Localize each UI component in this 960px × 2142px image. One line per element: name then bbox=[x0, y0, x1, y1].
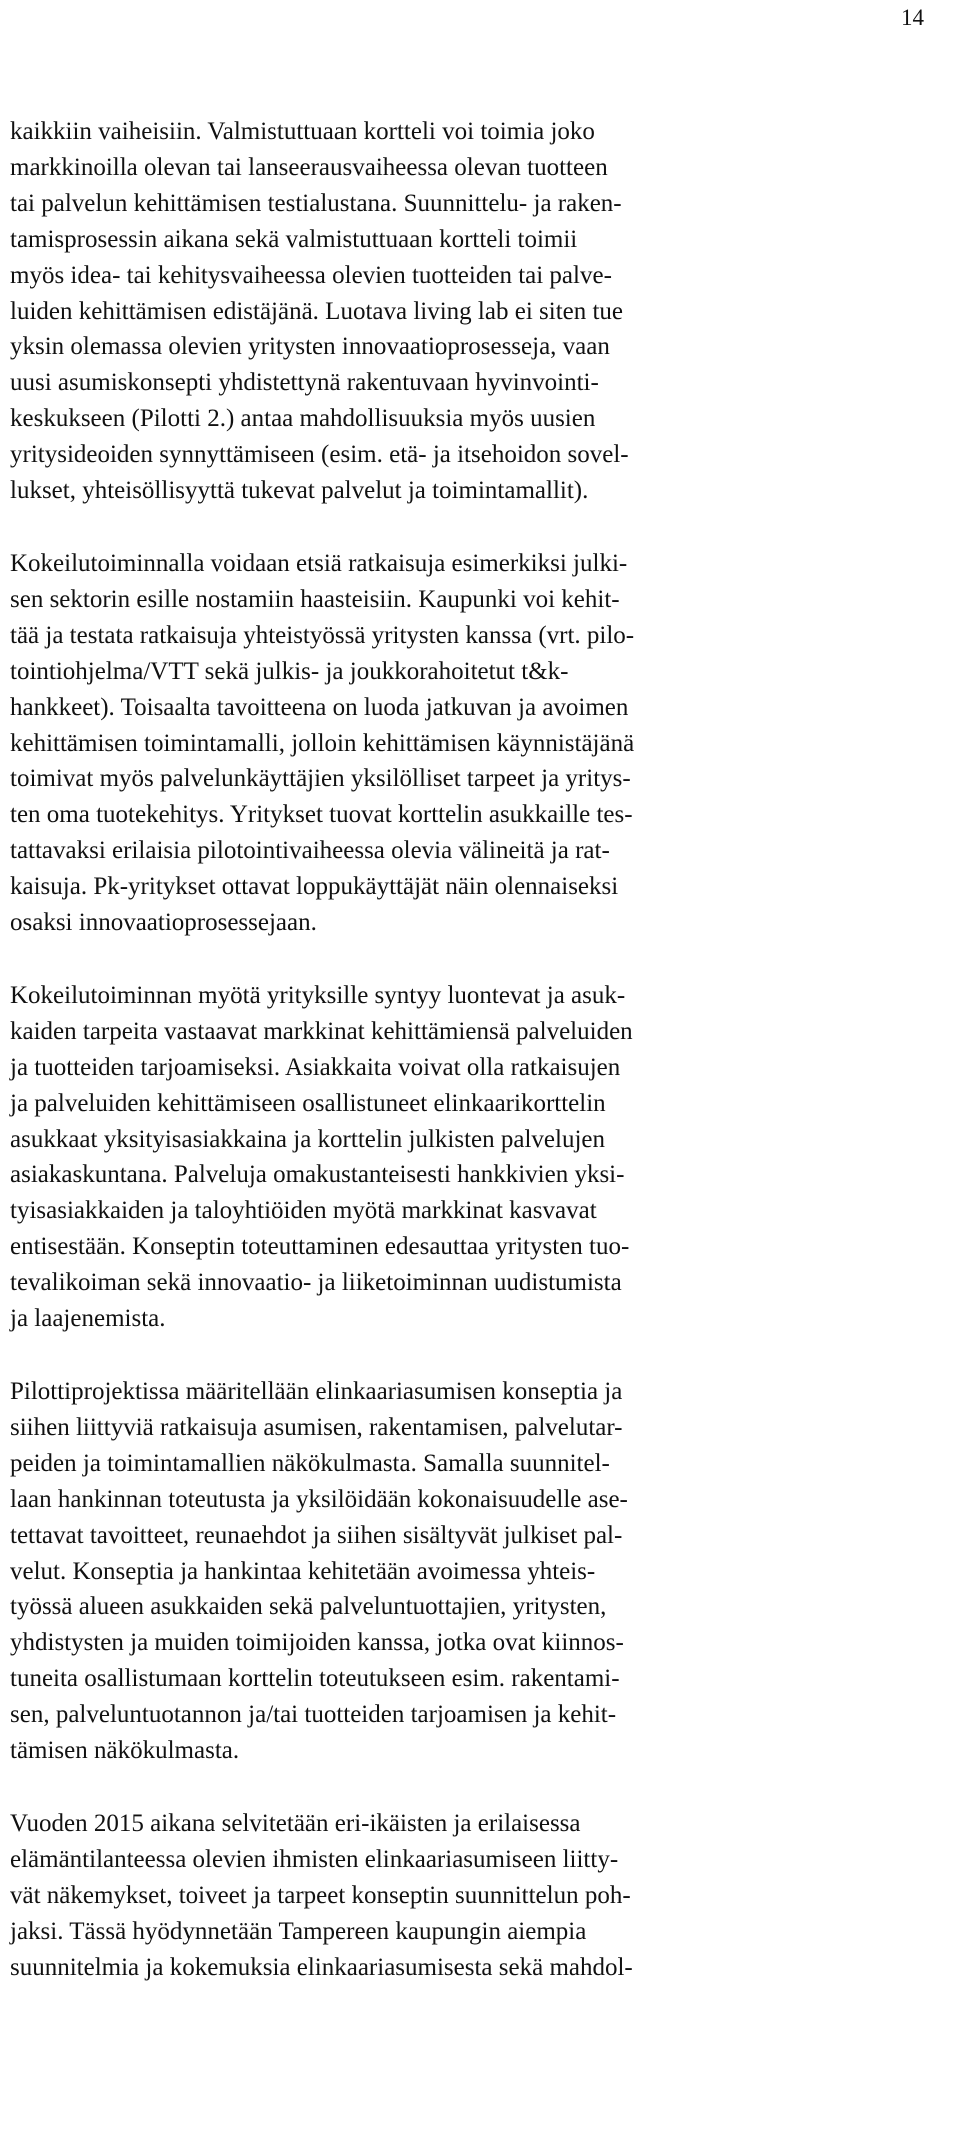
text-line: kaikkiin vaiheisiin. Valmistuttuaan kortteli voi toimia joko bbox=[10, 118, 595, 145]
paragraph-1 bbox=[10, 114, 852, 509]
text-line: entisestään. Konseptin toteuttaminen edesauttaa yritysten tuo- bbox=[10, 1233, 630, 1261]
text-line: jaksi. Tässä hyödynnetään Tampereen kaupungin aiempia bbox=[10, 1917, 587, 1945]
text-line: vät näkemykset, toiveet ja tarpeet konseptin suunnittelun poh- bbox=[10, 1881, 631, 1909]
text-line: Vuoden 2015 aikana selvitetään eri-ikäisten ja erilaisessa bbox=[10, 1809, 581, 1837]
text-line: ja laajenemista. bbox=[10, 1305, 166, 1333]
paragraph-4 bbox=[10, 1374, 852, 1769]
paragraph-2 bbox=[10, 546, 852, 941]
text-line: suunnitelmia ja kokemuksia elinkaariasumisesta sekä mahdol- bbox=[10, 1953, 633, 1981]
text-line: yhdistysten ja muiden toimijoiden kanssa, jotka ovat kiinnos- bbox=[10, 1629, 624, 1657]
text-line: kaisuja. Pk-yritykset ottavat loppukäyttäjät näin olennaiseksi bbox=[10, 873, 619, 901]
text-line: elämäntilanteessa olevien ihmisten elinkaariasumiseen liitty- bbox=[10, 1845, 619, 1873]
text-line: peiden ja toimintamallien näkökulmasta. Samalla suunnitel- bbox=[10, 1449, 610, 1477]
text-line: sen sektorin esille nostamiin haasteisiin. Kaupunki voi kehit- bbox=[10, 585, 620, 613]
document-body bbox=[10, 114, 852, 1986]
text-line: luiden kehittämisen edistäjänä. Luotava living lab ei siten tue bbox=[10, 297, 624, 325]
text-line: kaiden tarpeita vastaavat markkinat kehittämiensä palveluiden bbox=[10, 1017, 633, 1045]
paragraph-5 bbox=[10, 1806, 852, 1986]
text-line: tyisasiakkaiden ja taloyhtiöiden myötä markkinat kasvavat bbox=[10, 1197, 597, 1225]
text-line: tettavat tavoitteet, reunaehdot ja siihen sisältyvät julkiset pal- bbox=[10, 1521, 623, 1549]
text-line: siihen liittyviä ratkaisuja asumisen, rakentamisen, palvelutar- bbox=[10, 1413, 623, 1441]
text-line: laan hankinnan toteutusta ja yksilöidään kokonaisuudelle ase- bbox=[10, 1485, 628, 1513]
text-line: asiakaskuntana. Palveluja omakustanteisesti hankkivien yksi- bbox=[10, 1161, 625, 1189]
text-line: toimivat myös palvelunkäyttäjien yksilölliset tarpeet ja yritys- bbox=[10, 765, 631, 793]
text-line: ja palveluiden kehittämiseen osallistuneet elinkaarikorttelin bbox=[10, 1089, 606, 1117]
text-line: yksin olemassa olevien yritysten innovaatioprosesseja, vaan bbox=[10, 333, 610, 361]
text-line: Kokeilutoiminnalla voidaan etsiä ratkaisuja esimerkiksi julki- bbox=[10, 549, 628, 577]
paragraph-3 bbox=[10, 978, 852, 1337]
text-line: tamisprosessin aikana sekä valmistuttuaan kortteli toimii bbox=[10, 225, 578, 253]
text-line: Pilottiprojektissa määritellään elinkaariasumisen konseptia ja bbox=[10, 1378, 623, 1405]
text-line: työssä alueen asukkaiden sekä palveluntuottajien, yritysten, bbox=[10, 1593, 607, 1621]
text-line: tuneita osallistumaan korttelin toteutukseen esim. rakentami- bbox=[10, 1665, 620, 1693]
text-line: uusi asumiskonsepti yhdistettynä rakentuvaan hyvinvointi- bbox=[10, 369, 599, 397]
text-line: hankkeet). Toisaalta tavoitteena on luoda jatkuvan ja avoimen bbox=[10, 693, 629, 721]
text-line: sen, palveluntuotannon ja/tai tuotteiden tarjoamisen ja kehit- bbox=[10, 1701, 617, 1729]
text-line: keskukseen (Pilotti 2.) antaa mahdollisuuksia myös uusien bbox=[10, 405, 596, 433]
text-line: ja tuotteiden tarjoamiseksi. Asiakkaita voivat olla ratkaisujen bbox=[10, 1053, 621, 1081]
text-line: lukset, yhteisöllisyyttä tukevat palvelut ja toimintamallit). bbox=[10, 477, 589, 505]
text-line: myös idea- tai kehitysvaiheessa olevien tuotteiden tai palve- bbox=[10, 261, 612, 289]
text-line: markkinoilla olevan tai lanseerausvaiheessa olevan tuotteen bbox=[10, 153, 608, 181]
text-line: yritysideoiden synnyttämiseen (esim. etä- ja itsehoidon sovel- bbox=[10, 441, 629, 469]
text-line: kehittämisen toimintamalli, jolloin kehittämisen käynnistäjänä bbox=[10, 729, 635, 757]
text-line: ten oma tuotekehitys. Yritykset tuovat korttelin asukkaille tes- bbox=[10, 801, 633, 829]
text-line: tointiohjelma/VTT sekä julkis- ja joukkorahoitetut t&k- bbox=[10, 657, 569, 685]
text-line: velut. Konseptia ja hankintaa kehitetään avoimessa yhteis- bbox=[10, 1557, 596, 1585]
text-line: asukkaat yksityisasiakkaina ja korttelin julkisten palvelujen bbox=[10, 1125, 605, 1153]
text-line: Kokeilutoiminnan myötä yrityksille syntyy luontevat ja asuk- bbox=[10, 981, 626, 1009]
text-line: tai palvelun kehittämisen testialustana. Suunnittelu- ja raken- bbox=[10, 189, 622, 217]
text-line: tämisen näkökulmasta. bbox=[10, 1737, 240, 1765]
text-line: tevalikoiman sekä innovaatio- ja liiketoiminnan uudistumista bbox=[10, 1269, 622, 1297]
page-number: 14 bbox=[901, 5, 924, 30]
text-line: tää ja testata ratkaisuja yhteistyössä yritysten kanssa (vrt. pilo- bbox=[10, 621, 635, 649]
text-line: tattavaksi erilaisia pilotointivaiheessa olevia välineitä ja rat- bbox=[10, 837, 610, 865]
text-line: osaksi innovaatioprosessejaan. bbox=[10, 909, 317, 937]
